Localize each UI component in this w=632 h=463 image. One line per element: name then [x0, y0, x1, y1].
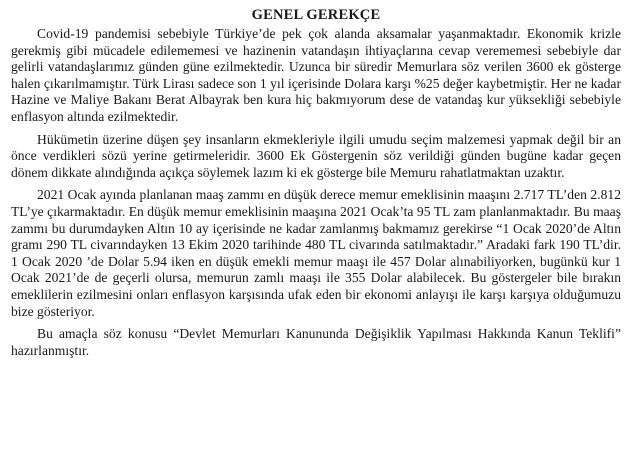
paragraph-3: 2021 Ocak ayında planlanan maaş zammı en düşük derece memur emeklisinin maaşını 2.717 TL’den 2.812 TL’ye çıkarmaktadır. En düşük memur emeklisinin maaşına 2021 Ocak’ta 95 TL zam planlanmaktadır. Bu maaş zammı bu durumdayken Altın 10 ay içerisinde ne kadar zamlanmış bakmamız gerekirse “1 Ocak 2020’de Altın gramı 290 TL civarındayken 13 Ekim 2020 tarihinde 480 TL civarında satılmaktadır.” Aradaki fark 190 TL’dir. 1 Ocak 2020 ’de Dolar 5.94 iken en düşük emekli memur maaşı ile 457 Dolar alınabiliyorken, bugünkü kur 1 Ocak 2021’de de geçerli olursa, memurun zamlı maaşı ile 355 Dolar alabilecek. Bu göstergeler bile bırakın emeklilerin ezilmesini onları enflasyon karşısında ufak eden bir ekonomi anlayışı ile karşı karşıya olduğumuzu bize gösteriyor.	[11, 187, 621, 319]
document-title: GENEL GEREKÇE	[251, 7, 381, 23]
paragraph-2: Hükümetin üzerine düşen şey insanların ekmekleriyle ilgili umudu seçim malzemesi yapmak değil bir an önce verdikleri sözü yerine getirmeleridir. 3600 Ek Göstergenin söz verildiği günden bugüne kadar geçen dönem dikkate alındığında açıkça söylemek lazım ki ek gösterge bile Memuru rahatlatmaktan uzaktır.	[11, 131, 621, 180]
paragraph-1: Covid-19 pandemisi sebebiyle Türkiye’de pek çok alanda aksamalar yaşanmaktadır. Ekonomik krizle gerekmiş gibi mücadele edilememesi ve hazinenin vatandaşın ihtiyaçlarına cevap verememesi sebebiyle dar gelirli vatandaşlarımız günden güne ezilmektedir. Uzunca bir süredir Memurlara söz verilen 3600 ek gösterge halen çıkarılmamıştır. Türk Lirası sadece son 1 yıl içerisinde Dolara karşı %25 değer kaybetmiştir. Her ne kadar Hazine ve Maliye Bakanı Berat Albayrak ben kura hiç bakmıyorum dese de vatandaş kur yüksekliği sebebiyle enflasyon altında ezilmektedir.	[11, 26, 621, 124]
paragraph-4: Bu amaçla söz konusu “Devlet Memurları Kanununda Değişiklik Yapılması Hakkında Kanun Teklifi” hazırlanmıştır.	[11, 326, 621, 358]
